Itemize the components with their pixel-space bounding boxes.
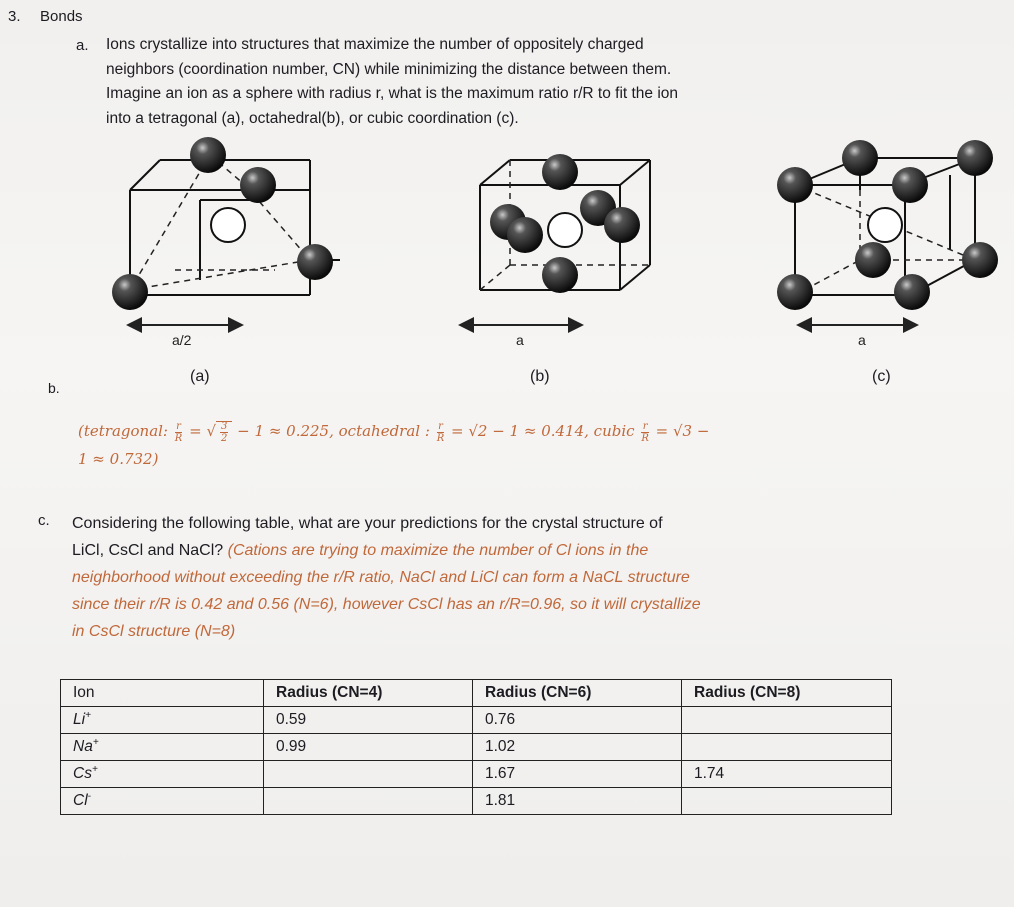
part-b-label: b. [48, 380, 60, 396]
r-over-R-fraction: $\frac{r}{R}$ [641, 420, 649, 444]
dimension-label-c: a [858, 332, 866, 348]
part-c-answer-line: neighborhood without exceeding the r/R ratio, NaCl and LiCl can form a NaCL structure [72, 569, 690, 586]
anion-sphere [777, 274, 813, 310]
header-cn4: Radius (CN=4) [264, 680, 473, 707]
cn4-cell: 0.59 [264, 707, 473, 734]
table-row [61, 707, 892, 734]
ionic-radius-table [60, 679, 892, 815]
part-a-text [106, 33, 866, 131]
dimension-label-b: a [516, 332, 524, 348]
ion-cell: Li+ [61, 707, 264, 734]
part-a-line: into a tetragonal (a), octahedral(b), or cubic coordination (c). [106, 109, 519, 127]
part-c-answer-line: in CsCl structure (N=8) [72, 623, 236, 640]
anion-sphere [855, 242, 891, 278]
anion-sphere [507, 217, 543, 253]
part-c-question-line1: Considering the following table, what are your predictions for the crystal structure of [72, 515, 663, 532]
r-over-R-fraction: $\frac{r}{R}$ [174, 420, 183, 444]
three-halves-fraction: $\frac{3}{2}$ [221, 420, 228, 444]
anion-sphere [892, 167, 928, 203]
table-header-row [61, 680, 892, 707]
cn8-cell [682, 788, 892, 815]
table-row [61, 788, 892, 815]
cn4-cell [264, 788, 473, 815]
caption-b: (b) [530, 368, 550, 385]
cn8-cell [682, 734, 892, 761]
central-ion [548, 213, 582, 247]
question-number: 3. [8, 8, 21, 25]
figure-a-tetrahedral [100, 130, 350, 310]
figure-b-octahedral [470, 130, 670, 310]
part-a-line: neighbors (coordination number, CN) while minimizing the distance between them. [106, 60, 672, 78]
anion-sphere [542, 154, 578, 190]
part-a-line: Imagine an ion as a sphere with radius r, what is the maximum ratio r/R to fit the ion [106, 85, 679, 102]
cn4-cell [264, 761, 473, 788]
anion-sphere [190, 137, 226, 173]
cn8-cell: 1.74 [682, 761, 892, 788]
cubic-result: = √3 − [655, 422, 710, 440]
anion-sphere [240, 167, 276, 203]
anion-sphere [297, 244, 333, 280]
part-a-label: a. [76, 37, 89, 54]
header-ion: Ion [61, 680, 264, 707]
anion-sphere [962, 242, 998, 278]
central-ion [211, 208, 245, 242]
part-c-line2 [72, 537, 892, 564]
part-b-line1: (tetragonal: $\frac{r}{R}$ = √ $\frac{3}{2}$ − 1 ≈ 0.225, octahedral : $\frac{r}{R}$ = √2 − 1 ≈ 0.414, cubic $\frac{r}{R}$ = √3 − [78, 420, 710, 444]
figure-c-cubic [775, 130, 1000, 315]
caption-c: (c) [872, 368, 891, 385]
part-c-text [72, 510, 892, 645]
r-over-R-fraction: $\frac{r}{R}$ [436, 420, 445, 444]
cn6-cell: 1.81 [473, 788, 682, 815]
part-c-label: c. [38, 512, 50, 529]
part-b-line2: 1 ≈ 0.732) [78, 450, 159, 468]
central-ion [868, 208, 902, 242]
header-cn6: Radius (CN=6) [473, 680, 682, 707]
anion-sphere [894, 274, 930, 310]
anion-sphere [777, 167, 813, 203]
header-cn8: Radius (CN=8) [682, 680, 892, 707]
cn4-cell: 0.99 [264, 734, 473, 761]
anion-sphere [842, 140, 878, 176]
anion-sphere [957, 140, 993, 176]
octahedral-result: = √2 − 1 ≈ 0.414, cubic [451, 422, 635, 440]
table-row [61, 761, 892, 788]
tetragonal-label: (tetragonal: [78, 422, 168, 440]
cn8-cell [682, 707, 892, 734]
cn6-cell: 0.76 [473, 707, 682, 734]
anion-sphere [542, 257, 578, 293]
part-c-question-line2: LiCl, CsCl and NaCl? [72, 542, 224, 559]
part-a-line: Ions crystallize into structures that maximize the number of oppositely charged [106, 36, 644, 53]
part-c-answer-line: since their r/R is 0.42 and 0.56 (N=6), however CsCl has an r/R=0.96, so it will crystallize [72, 596, 701, 613]
ion-cell: Na+ [61, 734, 264, 761]
ion-cell: Cs+ [61, 761, 264, 788]
question-title: Bonds [40, 8, 83, 25]
anion-sphere [604, 207, 640, 243]
table-row [61, 734, 892, 761]
part-b-answer [78, 417, 709, 473]
caption-a: (a) [190, 368, 210, 385]
ion-cell: Cl- [61, 788, 264, 815]
cn6-cell: 1.02 [473, 734, 682, 761]
anion-sphere [112, 274, 148, 310]
cn6-cell: 1.67 [473, 761, 682, 788]
tetragonal-result: − 1 ≈ 0.225, octahedral : [237, 422, 430, 440]
part-c-answer-start: (Cations are trying to maximize the number of Cl ions in the [227, 542, 649, 559]
dimension-label-a: a/2 [172, 332, 192, 348]
